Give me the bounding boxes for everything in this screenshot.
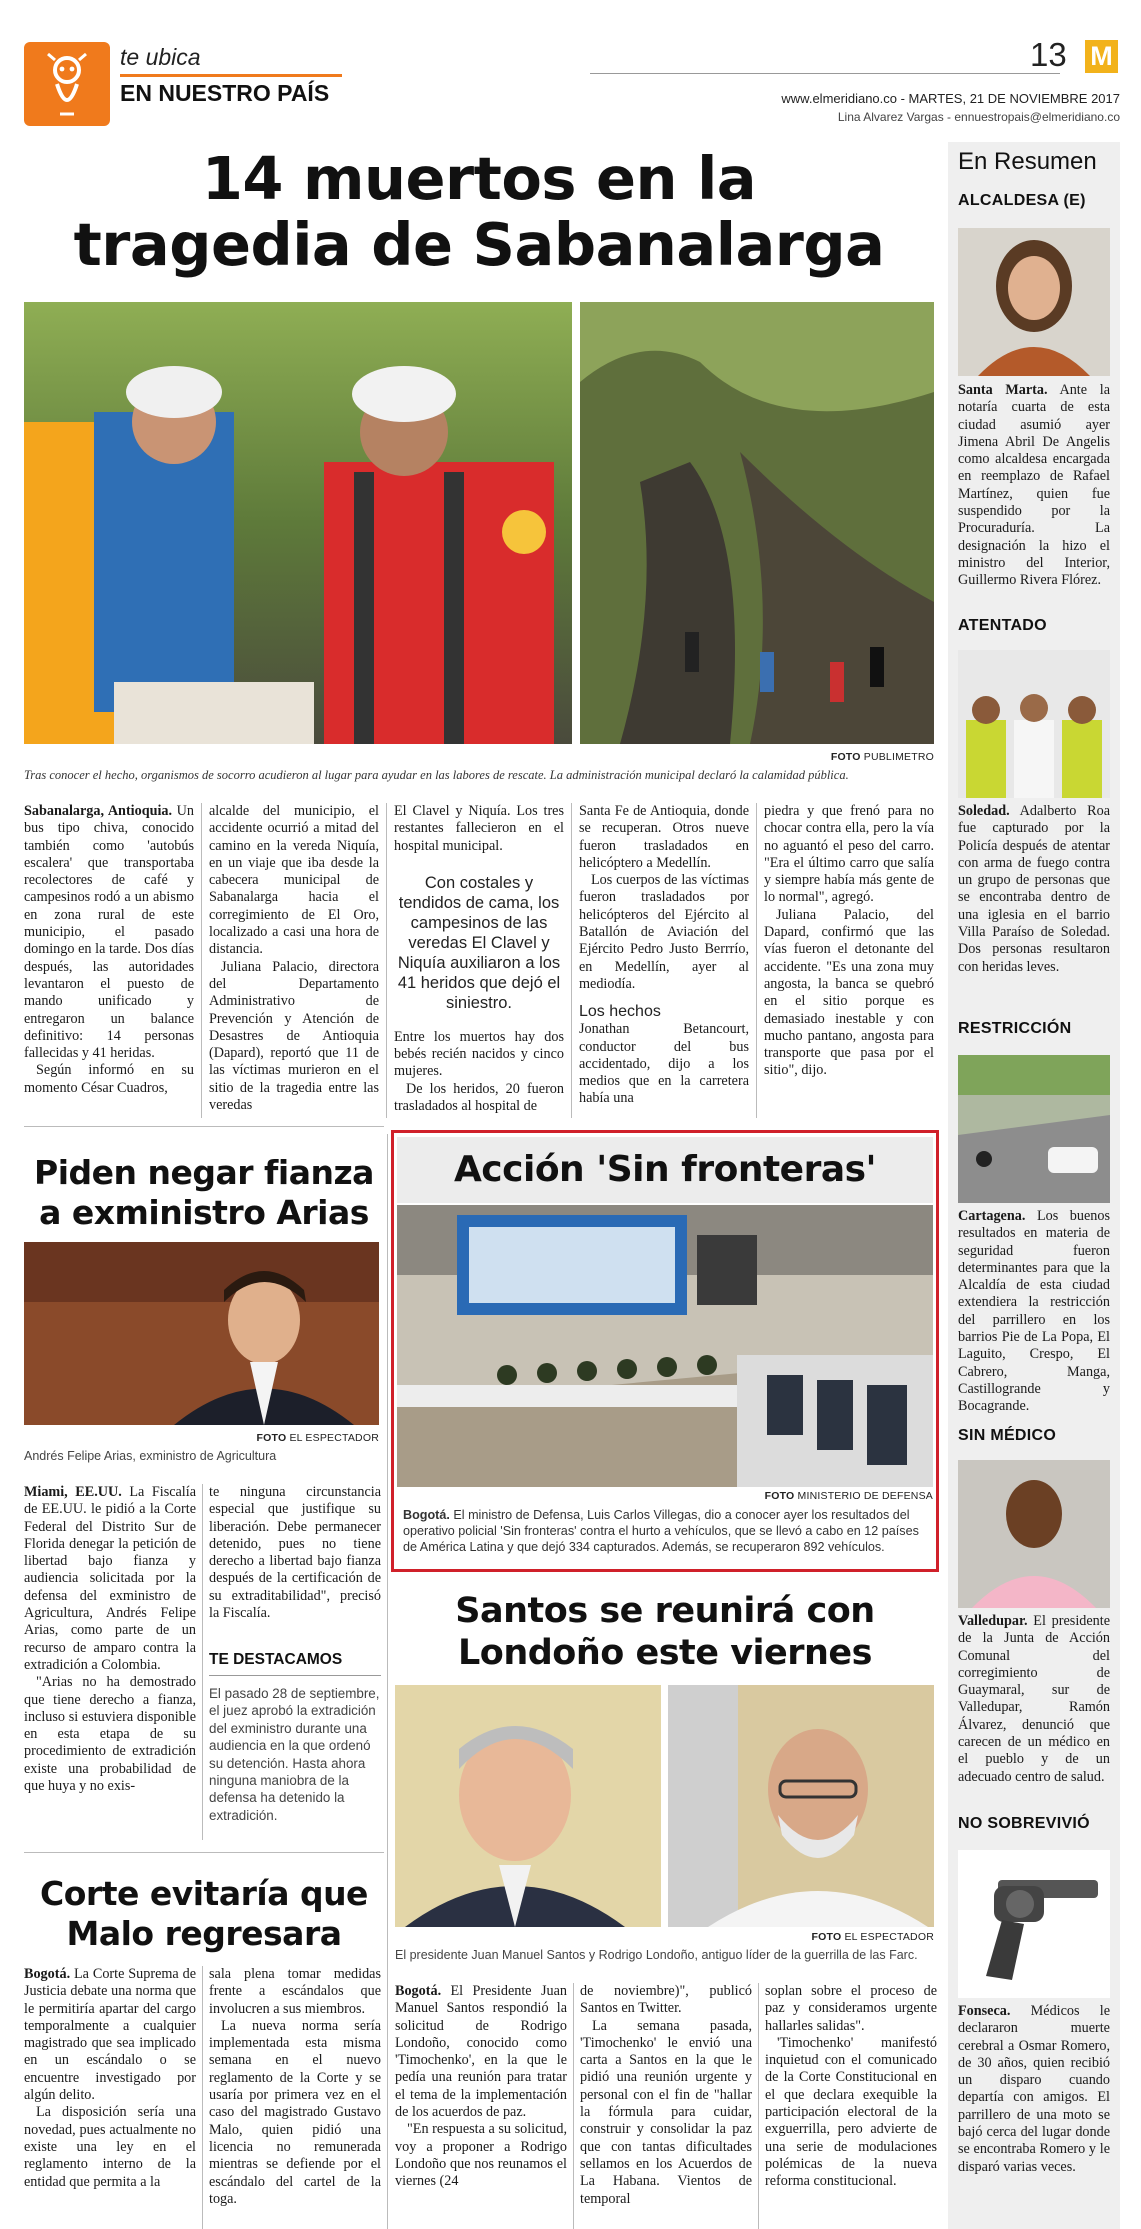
arias-col1-paragraph: "Arias no ha demostrado que tiene derecho a fianza, incluso si estuviera disponible en esta etapa de su procedimiento de extradición existe una probabilidad de que huya y no exis- [24,1674,196,1795]
sidebar-section-label: SIN MÉDICO [958,1427,1057,1444]
logo-letter: M [1090,41,1113,71]
detainee-photo [958,650,1110,798]
pull-quote: Con costales y tendidos de cama, los campesinos de las veredas El Clavel y Niquía auxiliaron a los 41 heridos que dejó el siniestro. [397,873,561,1012]
santos-col3-paragraph: soplan sobre el proceso de paz y consideramos urgente hallarles salidas". [765,1983,937,2034]
sidebar-title: En Resumen [958,148,1097,175]
santos-col1-paragraph: Bogotá. El Presidente Juan Manuel Santos respondió la solicitud de Rodrigo Londoño, conocido como 'Timochenko', en la que le pedía una reunión para tratar el tema de la implementación de los acuerdos de paz. [395,1983,567,2121]
santos-col2-paragraph: de noviembre)", publicó Santos en Twitter. [580,1983,752,2017]
sidebar-section-label: ALCALDESA (E) [958,192,1086,209]
arias-col1-paragraph: Miami, EE.UU. La Fiscalía de EE.UU. le pidió a la Corte Federal del Distrito Sur de Florida denegar la petición de libertad bajo fianza y audiencia solicitada por la defensa del exministro de Agricultura, Andrés Felipe Arias, como parte de un recurso de amparo contra la extradición a Colombia. [24,1484,196,1673]
section-tagline: te ubica [120,44,201,70]
santos-col2-paragraph: La semana pasada, 'Timochenko' le envió una carta a Santos en la que le pidió una reunión urgente y personal con el fin de "hallar la fórmula para cuidar, construir y consolidar la paz que con tantas dificultades sellamos en los Acuerdos de La Habana. Vientos de temporal [580,2017,752,2207]
sin-fronteras-headline: Acción 'Sin fronteras' [453,1149,877,1190]
main-col1-paragraph: Según informó en su momento César Cuadros, [24,1062,194,1096]
main-photo-credit-name: PUBLIMETRO [863,751,934,763]
main-col5-paragraph: Juliana Palacio, del Dapard, confirmó que las vías fueron el detonante del accidente. "Es una zona muy angosta, la banca se quebró en el sitio porque es demasiado inestable y con mucho pantano, angosta para transporte que pasa por el sitio", dijo. [764,906,934,1079]
revolver-icon [958,1850,1110,1998]
malo-col2-paragraph: sala plena tomar medidas frente a escándalos que involucren a sus miembros. [209,1966,381,2017]
sidebar-section-label: ATENTADO [958,617,1047,634]
fronteras-photo-credit-name: MINISTERIO DE DEFENSA [797,1490,933,1502]
arias-col-2 [209,1484,381,1634]
revolver-photo [958,1850,1110,1998]
santos-col-3 [765,1983,937,2229]
arias-photo-credit [24,1432,379,1444]
main-col-1 [24,803,194,1118]
section-rule [120,74,342,77]
main-headline-line1: 14 muertos en la [201,144,757,213]
main-headline-line2: tragedia de Sabanalarga [73,210,885,279]
main-photo-credit [580,751,934,763]
section-name: EN NUESTRO PAÍS [120,80,330,106]
website-date: www.elmeridiano.co - MARTES, 21 DE NOVIEMBRE 2017 [781,91,1120,106]
malo-headline-line2: Malo regresara [66,1914,342,1953]
santos-photo-credit-label: FOTO [811,1931,842,1943]
main-subhead: Los hechos [579,1003,661,1021]
malo-col1-paragraph: Bogotá. La Corte Suprema de Justicia debate una norma que le permitiría apartar del cargo temporalmente a cualquier magistrado que sea implicado en un escándalo o se encuentre investigado por algún delito. [24,1966,196,2104]
arias-headline-line2: a exministro Arias [39,1193,369,1232]
figure-icon [24,42,110,126]
main-col5-paragraph: piedra y que frenó para no chocar contra ella, pero la vía no aguantó el peso del carro. "Era el último carro que salía y siempre había más gente de lo normal", agregó. [764,803,934,906]
santos-headline-line1: Santos se reunirá con [455,1591,875,1631]
arias-col-1 [24,1484,196,1844]
arias-photo-caption: Andrés Felipe Arias, exministro de Agricultura [24,1449,277,1463]
sidebar-item-text: Santa Marta. Ante la notaría cuarta de esta ciudad asumió ayer Jimena Abril De Angelis como alcaldesa encargada en reemplazo de Rafael Martínez, quien fue suspendido por la Procuraduría. La designación la hizo el ministro del Interior, Guillermo Rivera Flórez. [958,382,1110,589]
main-col2-paragraph: alcalde del municipio, el accidente ocurrió a mitad del camino en la vereda Niquía, en un viaje que iba desde la cabecera municipal de Sabanalarga hacia el corregimiento de El Oro, localizado a casi una hora de distancia. [209,803,379,958]
santos-col3-paragraph: 'Timochenko' manifestó inquietud con el comunicado de la Corte Constitucional en el que declara exequible la participación electoral de la exguerrilla, pero advierte de una serie de modulaciones polémicas de la nueva reforma constitucional. [765,2034,937,2190]
rescue-workers-photo [24,302,572,744]
landslide-photo [580,302,934,744]
sidebar-section-label: RESTRICCIÓN [958,1020,1072,1037]
header-rule [590,73,1060,74]
logo-badge [1085,40,1118,73]
santos-col-1 [395,1983,567,2229]
malo-col2-paragraph: La nueva norma sería implementada esta misma semana en el nuevo reglamento de la Corte y se usaría por primera vez en el caso del magistrado Gustavo Malo, quien pidió una licencia no remunerada mientras se defiende por el escándalo del cartel de la toga. [209,2017,381,2207]
main-photo-caption: Tras conocer el hecho, organismos de socorro acudieron al lugar para ayudar en las labores de rescate. La administración municipal declaró la calamidad pública. [24,768,849,782]
malo-col-1 [24,1966,196,2229]
santos-col1-paragraph: "En respuesta a su solicitud, voy a proponer a Rodrigo Londoño que nos reunamos el viernes (24 [395,2121,567,2190]
highlight-text: El pasado 28 de septiembre, el juez aprobó la extradición del exministro durante una audiencia en la que ordenó su detención. Hasta ahora ninguna maniobra de la defensa ha detenido la extradición. [209,1686,380,1823]
byline: Lina Alvarez Vargas - ennuestropais@elmeridiano.co [837,110,1120,124]
fronteras-caption: Bogotá. El ministro de Defensa, Luis Carlos Villegas, dio a conocer ayer los resultados del operativo policial 'Sin fronteras' contra el hurto a vehículos, que se llevó a cabo en 12 países de América Latina y que dejó 334 capturados. Además, se recuperaron 892 vehículos. [403,1508,919,1554]
arias-photo [24,1242,379,1425]
main-col4-bottom: Jonathan Betancourt, conductor del bus accidentado, dijo a los medios que en la carretera había una [579,1021,749,1107]
main-col1-paragraph: Sabanalarga, Antioquia. Un bus tipo chiva, conocido también como 'autobús escalera' que transportaba recolectores de café y campesinos rodó a un abismo en zona rural de este municipio, el pasado domingo en la tarde. Dos días después, las autoridades levantaron el puesto de mando unificado y entregaron un balance definitivo: 14 personas fallecidas y 41 heridas. [24,803,194,1062]
arias-headline [24,1153,384,1233]
main-col2-paragraph: Juliana Palacio, directora del Departamento Administrativo de Prevención y Atención de Desastres de Antioquia (Dapard), reportó que 11 de las víctimas murieron en el sitio de la tragedia entre las veredas [209,958,379,1114]
main-col-2 [209,803,379,1118]
main-headline [24,146,934,278]
malo-col-2 [209,1966,381,2229]
santos-headline [391,1590,939,1674]
malo-headline [24,1874,384,1954]
fronteras-photo-credit [397,1490,933,1502]
sidebar-item-text: Fonseca. Médicos le declararon muerte cerebral a Osmar Romero, de 30 años, quien recibió un disparo cuando departía con amigos. El parrillero de una moto se bajó cerca del lugar donde se encontraba Romero y le disparó varias veces. [958,2003,1110,2175]
sidebar-item-text: Soledad. Adalberto Roa fue capturado por la Policía después de atentar con arma de fuego contra un grupo de personas que se encontraba dentro de una iglesia en el barrio Villa Paraíso de Soledad. Dos personas resultaron con heridas leves. [958,803,1110,975]
community-leader-photo [958,1460,1110,1608]
page-number: 13 [1030,36,1067,73]
main-photo-credit-label: FOTO [830,751,861,763]
santos-photo [395,1685,661,1927]
malo-headline-line1: Corte evitaría que [40,1874,368,1913]
section-logo [24,42,110,126]
arias-col2-paragraph: te ninguna circunstancia especial que justifique su liberación. Debe permanecer detenido, pues no tiene derecho a libertad bajo fianza después de la certificación de su extraditabilidad", precisó la Fiscalía. [209,1484,381,1622]
main-col-5 [764,803,934,1118]
main-col3-paragraph: De los heridos, 20 fueron trasladados al hospital de [394,1080,564,1115]
arias-photo-credit-label: FOTO [256,1432,287,1444]
sidebar-item-text: Cartagena. Los buenos resultados en materia de seguridad fueron determinantes para que la Alcaldía de esta ciudad extendiera la restricción del parrillero en los barrios Pie de La Popa, El Laguito, Crespo, El Cabrero, Manga, Castillogrande y Bocagrande. [958,1208,1110,1415]
main-col3-paragraph: Entre los muertos hay dos bebés recién nacidos y cinco mujeres. [394,1028,564,1080]
arias-headline-line1: Piden negar fianza [34,1153,374,1192]
sidebar-item-text: Valledupar. El presidente de la Junta de Acción Comunal del corregimiento de Guaymaral, sur de Valledupar, Ramón Álvarez, denunció que carecen de un médico en el pueblo y de un adecuado centro de salud. [958,1613,1110,1785]
street-photo [958,1055,1110,1203]
main-col-3 [394,803,564,1118]
arias-photo-credit-name: EL ESPECTADOR [289,1432,379,1444]
main-col3-top: El Clavel y Niquía. Los tres restantes fallecieron en el hospital municipal. [394,803,564,854]
main-col4-paragraph: Santa Fe de Antioquia, donde se recuperan. Otros nueve fueron trasladados en helicóptero a Medellín. [579,803,749,871]
mayor-portrait [958,228,1110,376]
santos-photo-credit-name: EL ESPECTADOR [844,1931,934,1943]
santos-col-2 [580,1983,752,2229]
santos-headline-line2: Londoño este viernes [457,1633,873,1673]
londono-photo [668,1685,934,1927]
main-col4-paragraph: Los cuerpos de las víctimas fueron trasladados por helicópteros del Ejército al Batallón de Aviación del Ejército Pedro Justo Berrrío, en Medellín, ayer al mediodía. [579,872,749,992]
highlight-title: TE DESTACAMOS [209,1651,343,1668]
santos-photo-caption: El presidente Juan Manuel Santos y Rodrigo Londoño, antiguo líder de la guerrilla de las Farc. [395,1948,918,1962]
santos-photo-credit [395,1931,934,1943]
defense-meeting-photo [397,1205,933,1487]
malo-col1-paragraph: La disposición sería una novedad, pues actualmente no existe una ley en el reglamento interno de la entidad que permita a la [24,2104,196,2190]
sidebar-section-label: NO SOBREVIVIÓ [958,1815,1090,1832]
fronteras-photo-credit-label: FOTO [764,1490,795,1502]
main-col-4 [579,803,749,1118]
